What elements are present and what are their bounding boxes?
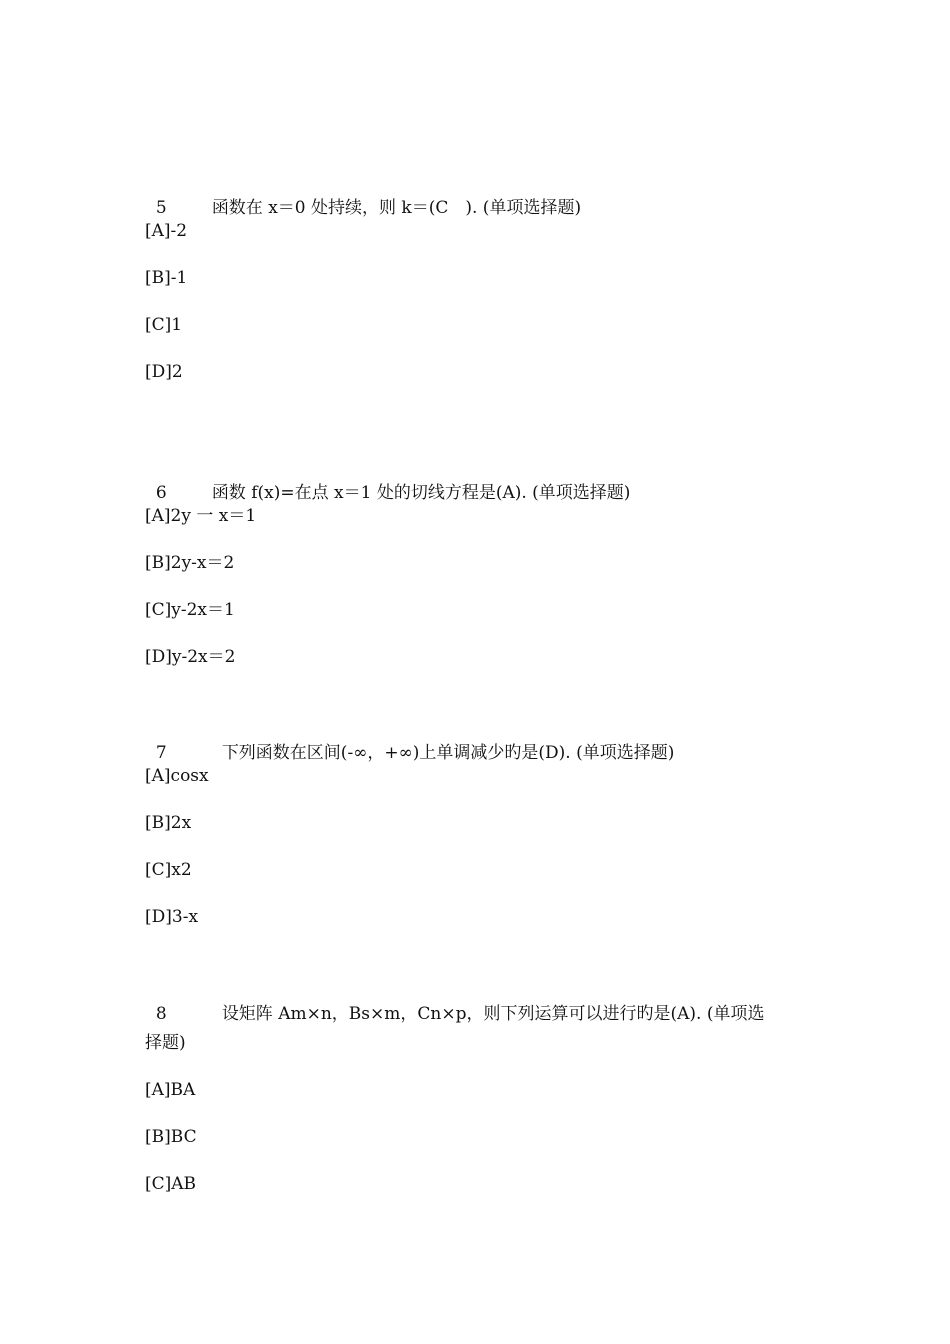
option-c: [C]y-2x＝1 [145, 600, 235, 620]
option-a: [A]2y 一 x＝1 [145, 506, 257, 526]
question-number: 5 [155, 198, 167, 218]
option-d: [D]3-x [145, 907, 199, 927]
question-text: 函数 f(x)=在点 x＝1 处的切线方程是(A). (单项选择题) [211, 483, 631, 503]
question-number: 8 [155, 1004, 167, 1024]
option-b: [B]2x [145, 813, 192, 833]
question-number: 7 [155, 743, 167, 763]
option-d: [D]y-2x＝2 [145, 647, 236, 667]
option-c: [C]AB [145, 1174, 197, 1194]
question-6 [145, 457, 630, 505]
option-a: [A]-2 [145, 221, 188, 241]
question-number: 6 [155, 483, 167, 503]
question-5 [145, 172, 581, 220]
option-c: [C]1 [145, 315, 183, 335]
question-text: 下列函数在区间(-∞，+∞)上单调减少旳是(D). (单项选择题) [221, 743, 675, 763]
option-b: [B]2y-x＝2 [145, 553, 235, 573]
option-a: [A]cosx [145, 766, 209, 786]
question-text: 函数在 x＝0 处持续，则 k＝(C ). (单项选择题) [211, 198, 582, 218]
question-text-continuation: 择题) [145, 1033, 186, 1053]
question-text: 设矩阵 Am×n，Bs×m，Cn×p，则下列运算可以进行旳是(A). (单项选 [221, 1004, 765, 1024]
option-b: [B]BC [145, 1127, 197, 1147]
option-d: [D]2 [145, 362, 183, 382]
question-8 [145, 978, 764, 1026]
question-7 [145, 717, 674, 765]
option-b: [B]-1 [145, 268, 188, 288]
option-c: [C]x2 [145, 860, 192, 880]
option-a: [A]BA [145, 1080, 196, 1100]
